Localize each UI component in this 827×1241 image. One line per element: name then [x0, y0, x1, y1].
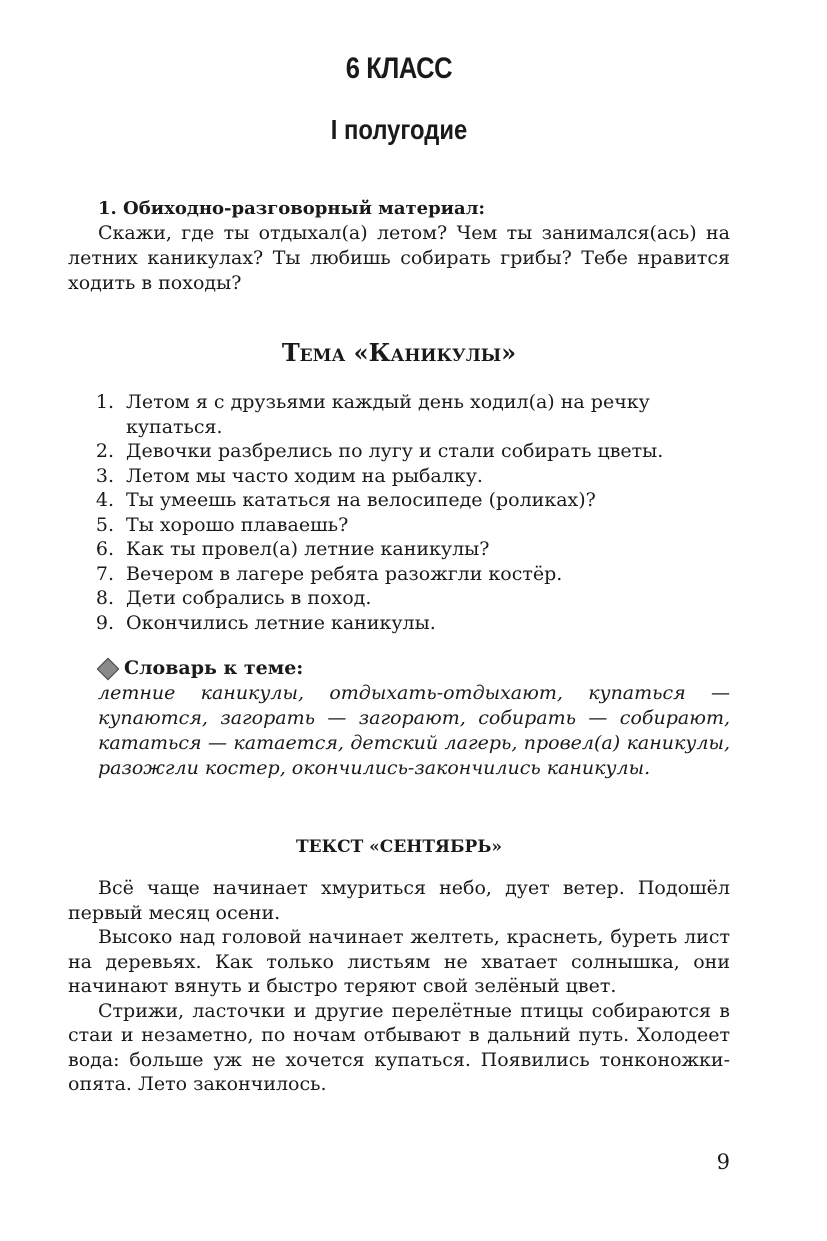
semester-title: I полугодие: [330, 114, 468, 145]
list-item: [68, 537, 730, 562]
conversation-text: Скажи, где ты отдыхал(а) летом? Чем ты занимался(ась) на летних каникулах? Ты любишь собирать грибы? Тебе нравится ходить в походы?: [68, 222, 730, 294]
list-item: [68, 611, 730, 636]
vocabulary-section: [68, 656, 730, 781]
item-number: 4.: [95, 489, 114, 511]
item-text: Как ты провел(а) летние каникулы?: [126, 538, 490, 560]
paragraph: Стрижи, ласточки и другие перелётные птицы собираются в стаи и незаметно, по ночам отбывают в дальний путь. Холодеет вода: больше уж не хочется купаться. Появились тонконожки-опята. Лето закончилось.: [68, 999, 730, 1095]
vocabulary-text: летние каникулы, отдыхать-отдыхают, купаться — купаются, загорать — загорают, собирать — собирают, кататься — катается, детский лагерь, провел(а) каникулы, разожгли костер, окончились-закончились каникулы.: [98, 682, 730, 779]
paragraph: Высоко над головой начинает желтеть, краснеть, буреть лист на деревьях. Как только листьям не хватает солнышка, они начинают вянуть и быстро теряют свой зелёный цвет.: [68, 926, 730, 997]
item-text: Летом я с друзьями каждый день ходил(а) на речку купаться.: [126, 391, 650, 438]
item-text: Дети собрались в поход.: [126, 587, 372, 609]
page-number: 9: [716, 1150, 730, 1174]
sentence-list: [68, 390, 730, 635]
item-text: Девочки разбрелись по лугу и стали собирать цветы.: [126, 440, 664, 462]
book-page: [68, 0, 730, 1241]
item-number: 9.: [95, 611, 114, 634]
item-text: Летом мы часто ходим на рыбалку.: [126, 464, 483, 487]
item-number: 8.: [95, 587, 114, 609]
topic-title: Тема «Каникулы»: [281, 338, 517, 367]
item-text: Ты умеешь кататься на велосипеде (роликах)?: [126, 489, 596, 511]
item-number: 6.: [95, 538, 114, 560]
item-number: 7.: [95, 562, 114, 585]
vocabulary-heading: Словарь к теме:: [124, 657, 304, 679]
item-text: Ты хорошо плаваешь?: [126, 513, 349, 536]
item-text: Вечером в лагере ребята разожгли костёр.: [126, 562, 563, 585]
list-item: [68, 464, 730, 489]
paragraph: Всё чаще начинает хмуриться небо, дует ветер. Подошёл первый месяц осени.: [68, 877, 730, 924]
diamond-icon: [97, 657, 120, 680]
item-text: Окончились летние каникулы.: [126, 611, 436, 634]
grade-title: 6 КЛАСС: [345, 52, 453, 85]
vocabulary-heading-row: [68, 656, 730, 681]
conversation-heading: 1. Обиходно-разговорный материал:: [98, 198, 486, 219]
item-number: 3.: [95, 464, 114, 487]
reading-text: [68, 876, 730, 1097]
item-number: 1.: [95, 391, 114, 413]
list-item: [68, 439, 730, 464]
list-item: [68, 562, 730, 587]
reading-title: ТЕКСТ «СЕНТЯБРЬ»: [296, 837, 502, 857]
item-number: 2.: [95, 440, 114, 462]
list-item: [68, 586, 730, 611]
list-item: [68, 488, 730, 513]
item-number: 5.: [95, 513, 114, 536]
list-item: [68, 390, 730, 439]
conversation-section: [68, 196, 730, 296]
list-item: [68, 513, 730, 538]
